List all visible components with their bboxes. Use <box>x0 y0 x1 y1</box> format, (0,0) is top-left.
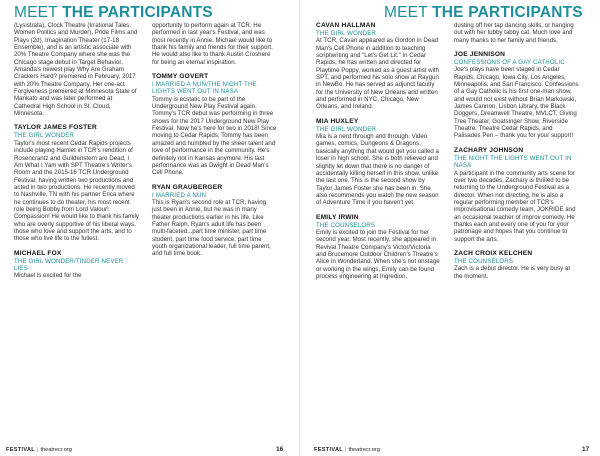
footer-site: theatrecr.org <box>348 447 380 453</box>
participant-bio: Michael is excited for the <box>14 272 82 280</box>
participant-bio: This is Ryan's second role at TCR, having just been in Annie, but he was in many theater productions earlier in his life. Like Father Ralph, Ryan's adult life has been multi-faceted...part time minister, part time student, part time food service, part time youth organizational leader, full time parent, and full time book. <box>152 198 271 258</box>
participant-bio: Joe's plays have been staged in Cedar Rapids, Chicago, Iowa City, Los Angeles, Minneapolis, and San Francisco. Confessions of a Gay Catholic is his first one-man show, and would not exist without Brian Markowski, James Cannon, Lisbon Library, the Black Doggers, Dreamwell Theatre, MVLCT, Giving Tree Theater, Goatsinger Show, Riverside Theatre, Theatre Cedar Rapids, and Palisades Pen – thank you for your support! <box>454 66 579 140</box>
participant-name: ZACH CROIX KELCHEN <box>454 249 533 257</box>
participant-name: JOE JENNISON <box>454 51 506 59</box>
page-footer: FESTIVAL | theatrecr.org <box>314 447 380 453</box>
bio-continuation: opportunity to perform again at TCR. He performed in last year's Festival, and was most recently in Annie. Michael would like to thank his family and friends for their support. He would also like to thank Austin Croshere for being an eternal inspiration. <box>152 22 273 66</box>
participant-bio: At TCR, Cavan appeared as Gordon in Dead Man's Cell Phone in addition to teaching scriptwriting and "Let's Get Lit." In Cedar Rapids, he has written and directed for Playtime Poppy, worked as a guest artist with SPT, and performed his solo show at Raygun in NewBo. He has served as adjunct faculty for the University of New Orleans and written and performed in NYC, Chicago, New Orleans, and Ireland. <box>316 37 440 111</box>
right-column-2 <box>454 22 579 280</box>
participant-role: THE GIRL WONDER <box>316 125 377 133</box>
participant-name: ZACHARY JOHNSON <box>454 146 524 154</box>
left-column-2 <box>152 22 277 258</box>
participant-name: EMILY IRWIN <box>316 213 359 221</box>
right-column-1 <box>316 22 441 280</box>
heading-meet: MEET <box>384 4 428 21</box>
page-number: 16 <box>276 446 284 453</box>
participant-name: MICHAEL FOX <box>14 249 62 257</box>
participant-bio: A participant in the community arts scene for over two decades, Zachary is thrilled to be returning to the Underground Festival as a director. When not directing, he is also a regular performing member of TCR's improvisational comedy team, JOKRIDE and an occasional teacher of improv comedy. He thanks each and every one of you for your patronage and hopes that you continue to support the arts. <box>454 169 576 243</box>
participant-name: RYAN GRAUBERGER <box>152 183 223 191</box>
page-number: 17 <box>582 446 590 453</box>
bio-continuation: dusting off her tap dancing skills, or hanging out with her tubby tabby cat. Much love and many thanks to her family and friends. <box>454 22 574 44</box>
heading-participants: THE PARTICIPANTS <box>62 4 213 21</box>
participant-role: I MARRIED A NUN <box>152 191 207 199</box>
bio-continuation: (Lysistrata), Clock Theatre (Irrational Tales, Women Politics and Murder), Pride Films and Plays (2d), Imagination Theater (17-18 Ensemble), and is an artistic associate with 20% Theatre Company where she was the Chicago stage debut in Target Behavior. Amanda's newest play Why Are Graham Crackers Hard? premiered in February, 2017 with 20% Theatre Company. Her one-act Forgiveness premiered at Minnesota State of Mankato and was later performed at Cathedral High School in St. Cloud, Minnesota. <box>14 22 138 118</box>
participant-bio: Taylor's most recent Cedar Rapids projects include playing Hamlet in TCR's rendition of Rosencrantz and Guildenstern are Dead, I Am What I Yam with SPT Theatre's Writer's Room and the 2015-16 TCR Underground Festival, having written two productions and acted in two productions. He recently moved to Nashville, TN with his partner Erica where he continues to do theater, his most recent role being Bobby from Lord Valour! Compassion! He would like to thank his family who are overly supportive of his liberal ways, those who love and support the arts, and to those who live life to the fullest. <box>14 139 139 243</box>
participant-role: THE NIGHT THE LIGHTS WENT OUT IN NASA <box>454 154 572 170</box>
heading-meet: MEET <box>14 4 58 21</box>
participant-name: CAVAN HALLMAN <box>316 22 376 29</box>
page-footer: FESTIVAL | theatrecr.org <box>6 447 72 453</box>
participant-name: TAYLOR JAMES FOSTER <box>14 124 97 132</box>
participant-role: THE GIRL WONDER <box>14 132 75 140</box>
participant-name: TOMMY GOVERT <box>152 73 209 81</box>
right-page <box>300 0 600 456</box>
participant-role: I MARRIED A NUN/THE NIGHT THE LIGHTS WENT OUT IN NASA <box>152 81 257 96</box>
footer-brand: FESTIVAL <box>6 447 36 453</box>
heading-participants: THE PARTICIPANTS <box>432 4 583 21</box>
left-column-1 <box>14 22 139 280</box>
participant-bio: Mia is a nerd through and through. Video games, comics, Dungeons & Dragons, basically anything that would get you called a loser in high school. She is both relieved and slightly let down that there is no danger of accidentally killing herself in this show, unlike the last one. This is the second show by Taylor James Foster she has been in. She also recommends you watch the new season of Adventure Time if you haven't yet. <box>316 133 439 207</box>
page-heading <box>384 4 583 22</box>
page-heading <box>14 4 213 22</box>
footer-site: theatrecr.org <box>40 447 72 453</box>
participant-role: THE GIRL WONDER <box>316 30 377 37</box>
participant-name: MIA HUXLEY <box>316 117 359 125</box>
participant-role: THE GIRL WONDER/TINDER NEVER LIES <box>14 257 124 272</box>
participant-bio: Emily is excited to join the Festival for her second year. Most recently, she appeared in Revival Theatre Company's Victor/Victoria and Brucemore Outdoor Children's Theatre's Alice in Wonderland. When she's not onstage or working in the wings, Emily can be found process engineering at Ingredion, <box>316 228 440 280</box>
participant-role: THE COUNSELORS <box>316 221 376 229</box>
participant-role: THE COUNSELORS <box>454 257 514 265</box>
participant-role: CONFESSIONS OF A GAY CATHOLIC <box>454 59 565 67</box>
footer-brand: FESTIVAL <box>314 447 344 453</box>
participant-bio: Tommy is ecstatic to be part of the Underground New Play Festival again. Tommy's TCR debut was performing in three shows for the 2017 Underground New Play Festival. Now he's here for two in 2018! Since moving to Cedar Rapids, Tommy has been amazed and humbled by the sheer talent and love of performance in the community. He's definitely not in Kansas anymore. His last performance was as Dwight in Dead Man's Cell Phone. <box>152 95 277 177</box>
participant-bio: Zach is a debut director. He is very busy at the moment. <box>454 265 571 280</box>
